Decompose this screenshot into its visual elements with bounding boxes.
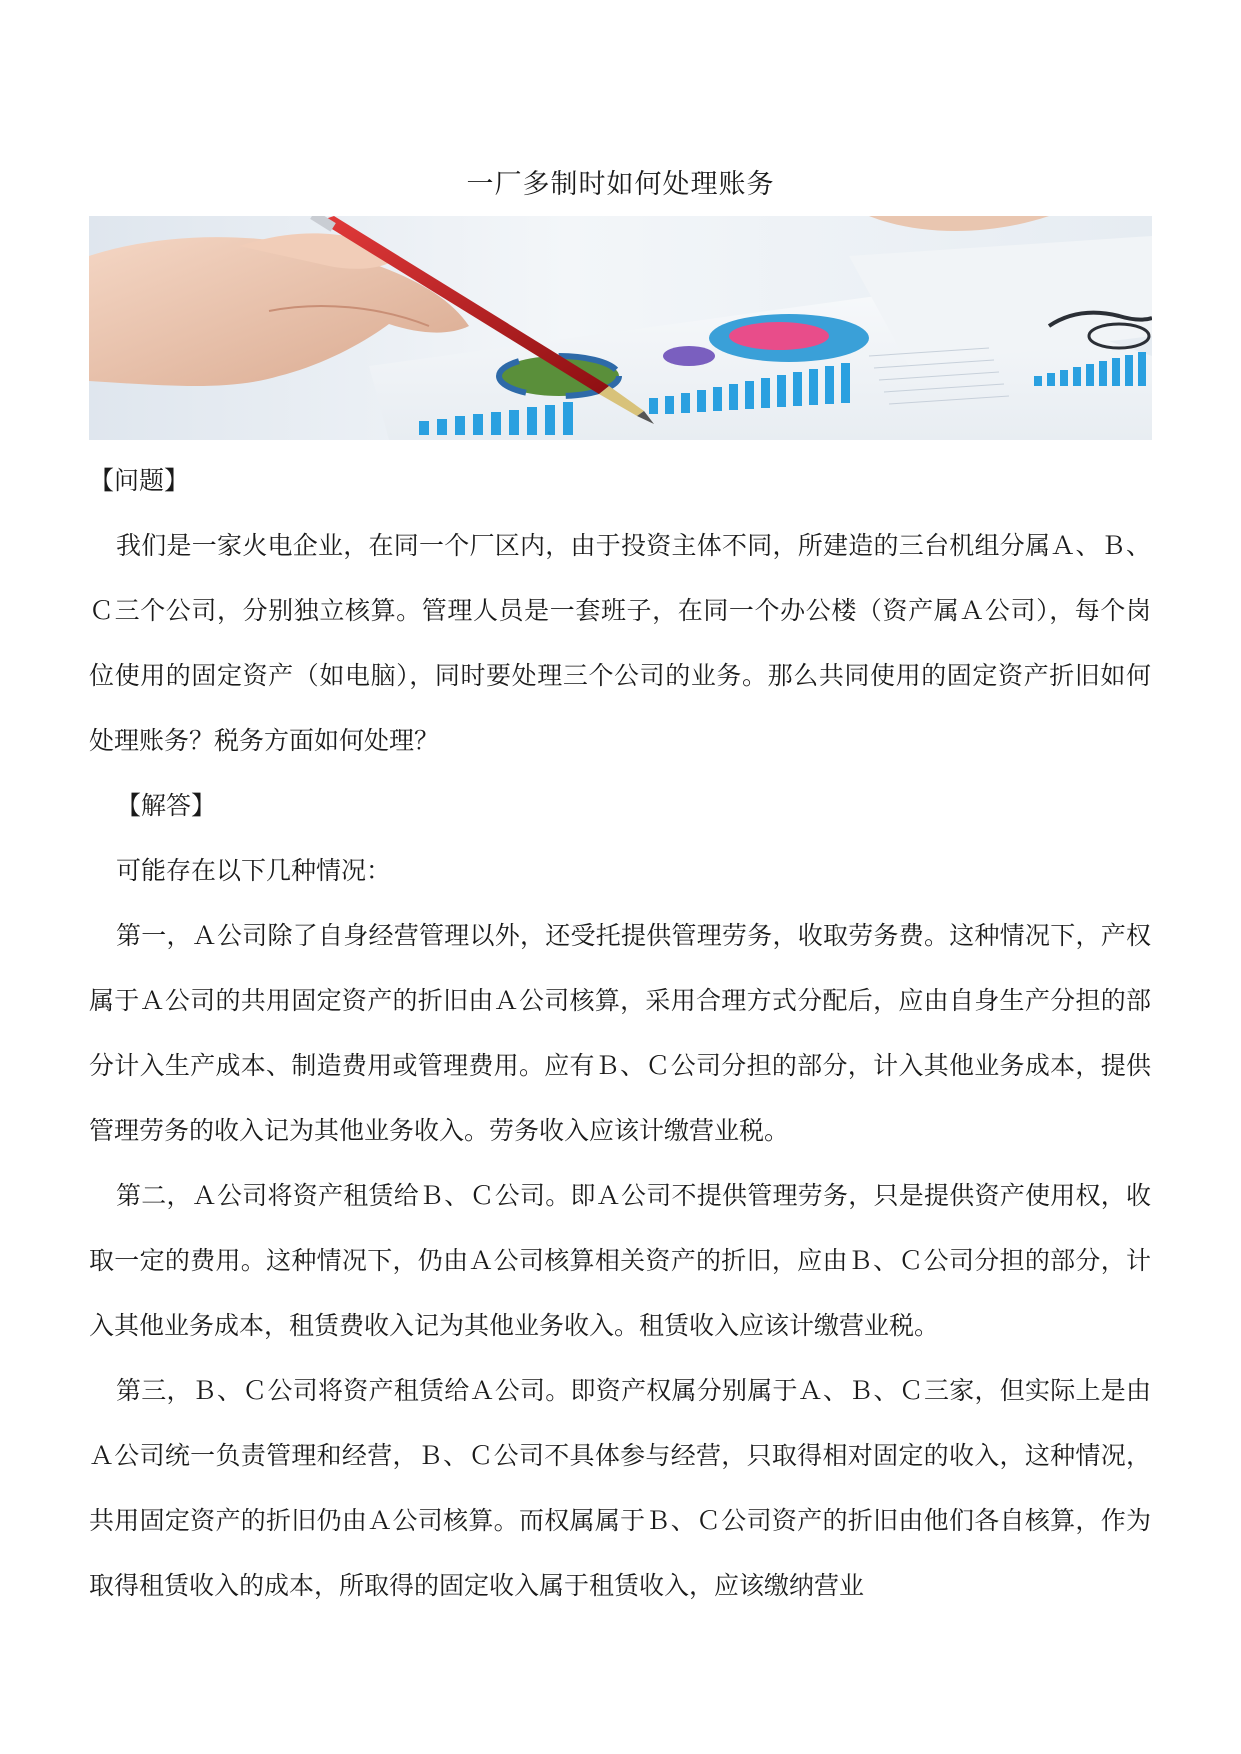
banner-image	[89, 216, 1152, 440]
answer-paragraph-third: 第三，Ｂ、Ｃ公司将资产租赁给Ａ公司。即资产权属分别属于Ａ、Ｂ、Ｃ三家，但实际上是由Ａ公司统一负责管理和经营，Ｂ、Ｃ公司不具体参与经营，只取得相对固定的收入，这种情况，共用固定资产的折旧仍由Ａ公司核算。而权属属于Ｂ、Ｃ公司资产的折旧由他们各自核算，作为取得租赁收入的成本，所取得的固定收入属于租赁收入，应该缴纳营业	[89, 1376, 1151, 1600]
question-paragraph: 我们是一家火电企业，在同一个厂区内，由于投资主体不同，所建造的三台机组分属Ａ、Ｂ、Ｃ三个公司，分别独立核算。管理人员是一套班子，在同一个办公楼（资产属Ａ公司），每个岗位使用的固定资产（如电脑），同时要处理三个公司的业务。那么共同使用的固定资产折旧如何处理账务？税务方面如何处理？	[89, 531, 1151, 755]
section-heading-question: 【问题】	[89, 466, 190, 495]
answer-paragraph-intro: 可能存在以下几种情况：	[116, 856, 392, 885]
article-body	[89, 448, 1151, 1618]
answer-paragraph-first: 第一，Ａ公司除了自身经营管理以外，还受托提供管理劳务，收取劳务费。这种情况下，产权属于Ａ公司的共用固定资产的折旧由Ａ公司核算，采用合理方式分配后，应由自身生产分担的部分计入生产成本、制造费用或管理费用。应有Ｂ、Ｃ公司分担的部分，计入其他业务成本，提供管理劳务的收入记为其他业务收入。劳务收入应该计缴营业税。	[89, 921, 1151, 1145]
section-heading-answer: 【解答】	[116, 791, 217, 820]
document-title: 一厂多制时如何处理账务	[466, 169, 775, 200]
answer-paragraph-second: 第二，Ａ公司将资产租赁给Ｂ、Ｃ公司。即Ａ公司不提供管理劳务，只是提供资产使用权，收取一定的费用。这种情况下，仍由Ａ公司核算相关资产的折旧，应由Ｂ、Ｃ公司分担的部分，计入其他业务成本，租赁费收入记为其他业务收入。租赁收入应该计缴营业税。	[89, 1181, 1151, 1340]
